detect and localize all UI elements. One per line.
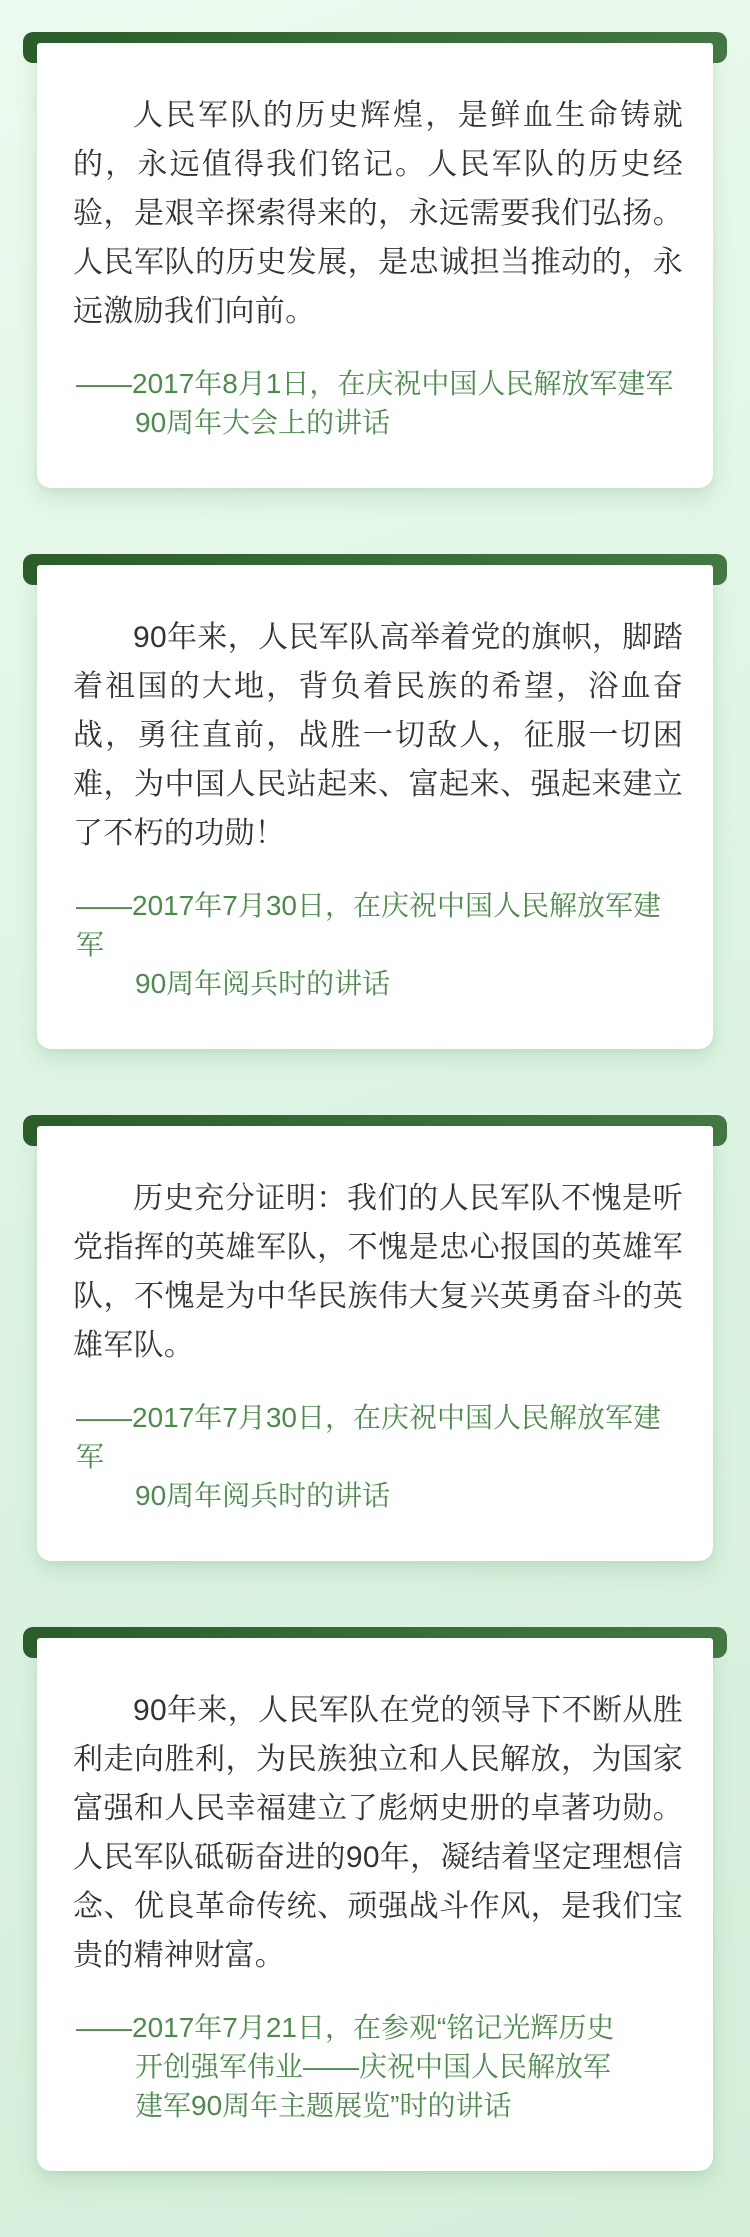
quote-card-body [37, 1126, 713, 1561]
quote-text: 90年来，人民军队在党的领导下不断从胜利走向胜利，为民族独立和人民解放，为国家富强和人民幸福建立了彪炳史册的卓著功勋。人民军队砥砺奋进的90年，凝结着坚定理想信念、优良革命传统、顽强战斗作风，是我们宝贵的精神财富。 [73, 1694, 683, 1972]
attribution-line: ——2017年7月21日，在参观“铭记光辉历史 [76, 2012, 615, 2043]
quote-card-3 [23, 1115, 727, 1561]
quote-attribution [73, 2008, 683, 2125]
attribution-line: 90周年大会上的讲话 [135, 407, 391, 438]
quote-card-body [37, 1638, 713, 2171]
quote-card-1 [23, 32, 727, 488]
attribution-line: ——2017年8月1日，在庆祝中国人民解放军建军 [76, 368, 674, 399]
attribution-line: ——2017年7月30日，在庆祝中国人民解放军建军 [76, 1402, 662, 1472]
quote-text: 历史充分证明：我们的人民军队不愧是听党指挥的英雄军队，不愧是忠心报国的英雄军队，不愧是为中华民族伟大复兴英勇奋斗的英雄军队。 [73, 1182, 683, 1362]
quote-card-2 [23, 554, 727, 1049]
quote-card-body [37, 43, 713, 488]
quote-text: 人民军队的历史辉煌，是鲜血生命铸就的，永远值得我们铭记。人民军队的历史经验，是艰辛探索得来的，永远需要我们弘扬。人民军队的历史发展，是忠诚担当推动的，永远激励我们向前。 [73, 99, 683, 328]
attribution-line: 开创强军伟业——庆祝中国人民解放军 [135, 2051, 612, 2082]
quote-attribution [73, 364, 683, 442]
attribution-line: 90周年阅兵时的讲话 [135, 1480, 391, 1511]
attribution-line: ——2017年7月30日，在庆祝中国人民解放军建军 [76, 890, 662, 960]
attribution-line: 建军90周年主题展览”时的讲话 [135, 2090, 512, 2121]
quote-card-4 [23, 1627, 727, 2171]
quote-attribution [73, 1398, 683, 1515]
quote-card-body [37, 565, 713, 1049]
quote-attribution [73, 886, 683, 1003]
quote-text: 90年来，人民军队高举着党的旗帜，脚踏着祖国的大地，背负着民族的希望，浴血奋战，勇往直前，战胜一切敌人，征服一切困难，为中国人民站起来、富起来、强起来建立了不朽的功勋！ [73, 621, 683, 850]
attribution-line: 90周年阅兵时的讲话 [135, 968, 391, 999]
